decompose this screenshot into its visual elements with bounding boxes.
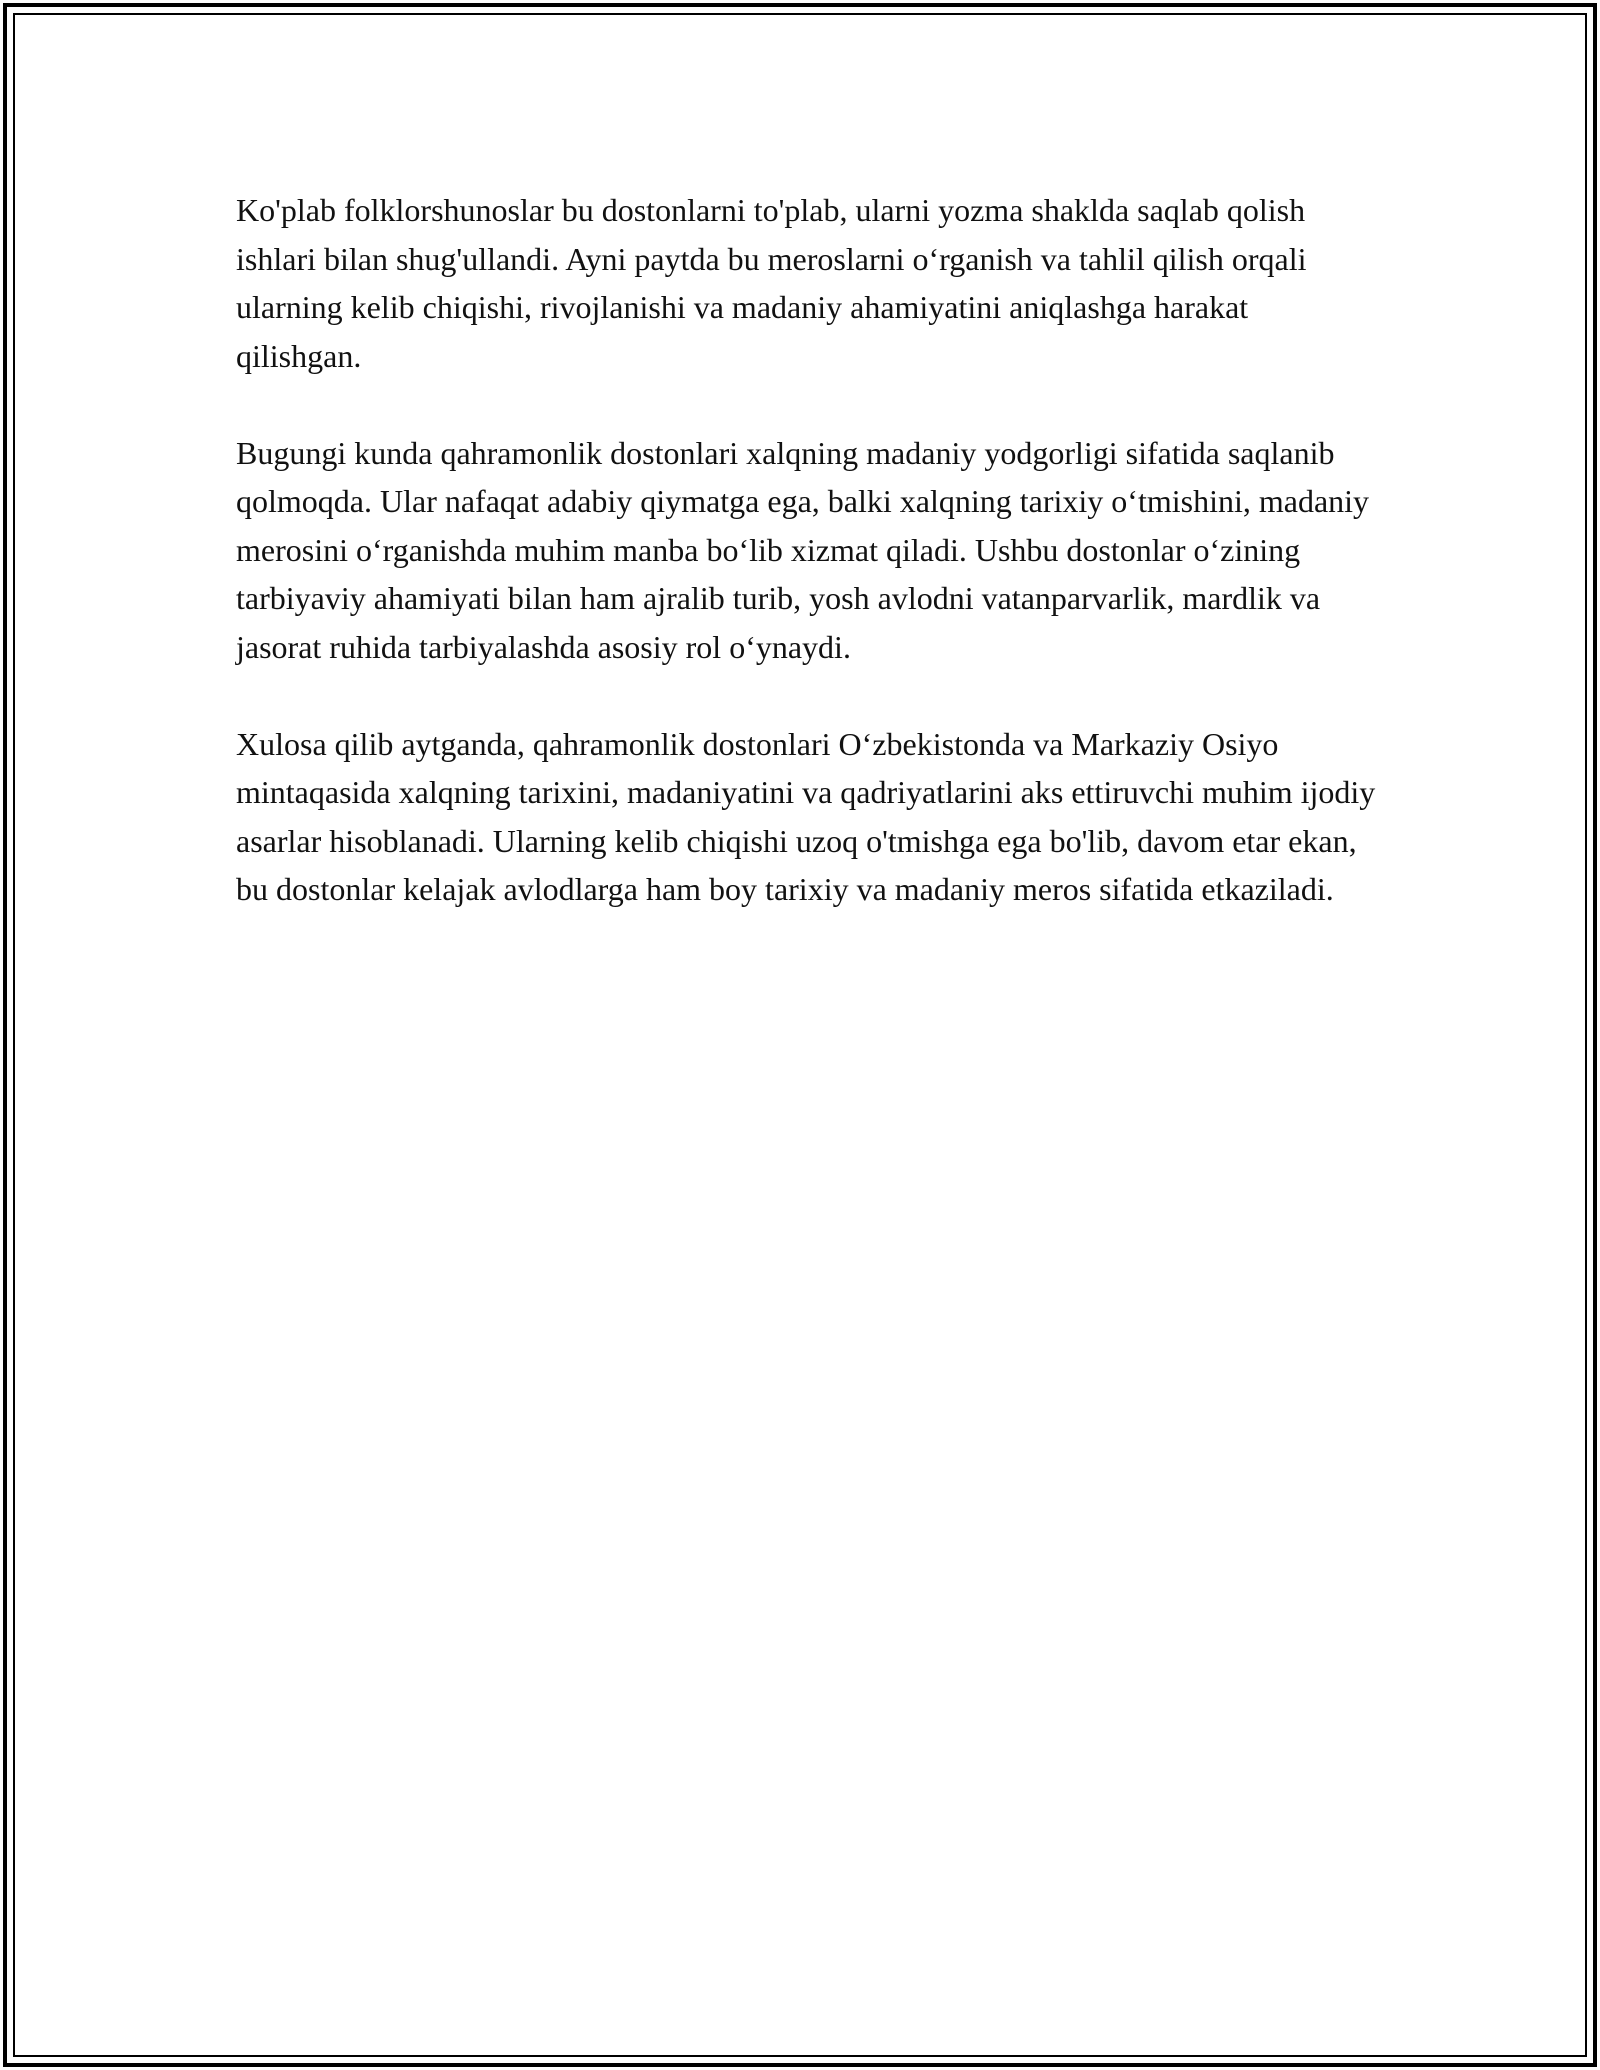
paragraph-2: Bugungi kunda qahramonlik dostonlari xalqning madaniy yodgorligi sifatida saqlanib qolmoqda. Ular nafaqat adabiy qiymatga ega, balki xalqning tarixiy o‘tmishini, madaniy merosini o‘rganishda muhim manba bo‘lib xizmat qiladi. Ushbu dostonlar o‘zining tarbiyaviy ahamiyati bilan ham ajralib turib, yosh avlodni vatanparvarlik, mardlik va jasorat ruhida tarbiyalashda asosiy rol o‘ynaydi.	[236, 434, 1370, 665]
document-body	[236, 186, 1376, 962]
paragraph-3: Xulosa qilib aytganda, qahramonlik dostonlari O‘zbekistonda va Markaziy Osiyo mintaqasida xalqning tarixini, madaniyatini va qadriyatlarini aks ettiruvchi muhim ijodiy asarlar hisoblanadi. Ularning kelib chiqishi uzoq o'tmishga ega bo'lib, davom etar ekan, bu dostonlar kelajak avlodlarga ham boy tarixiy va madaniy meros sifatida etkaziladi.	[236, 725, 1376, 907]
paragraph-1: Ko'plab folklorshunoslar bu dostonlarni to'plab, ularni yozma shaklda saqlab qolish ishlari bilan shug'ullandi. Ayni paytda bu meroslarni o‘rganish va tahlil qilish orqali ularning kelib chiqishi, rivojlanishi va madaniy ahamiyatini aniqlashga harakat qilishgan.	[236, 192, 1307, 374]
